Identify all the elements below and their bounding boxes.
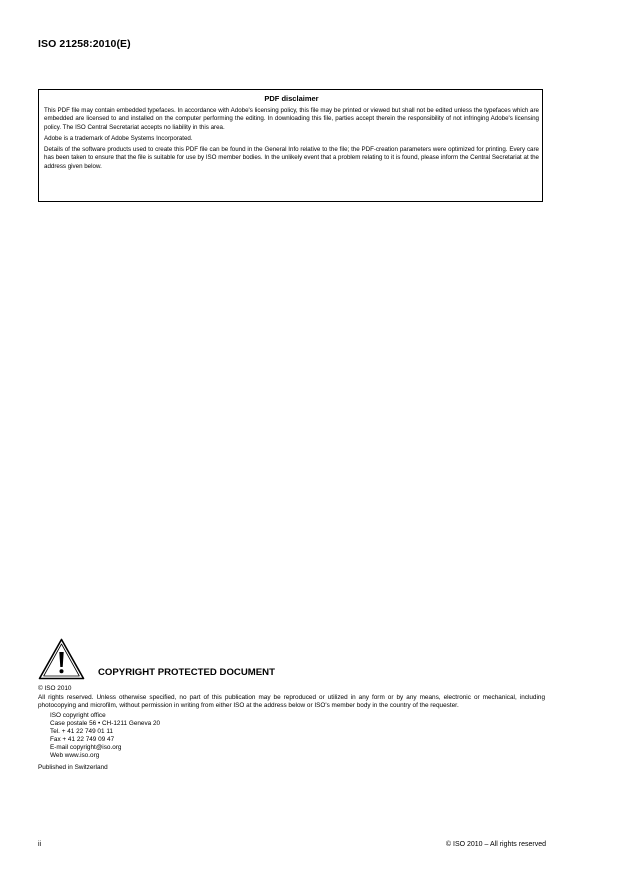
warning-icon <box>38 638 85 680</box>
disclaimer-title: PDF disclaimer <box>264 94 319 103</box>
page-header: ISO 21258:2010(E) <box>38 38 131 50</box>
address-web: Web www.iso.org <box>50 751 100 759</box>
disclaimer-paragraph-software: Details of the software products used to create this PDF file can be found in the General Info relative to the file; the PDF-creation parameters were optimized for printing. Every care has been taken to ensure that the file is suitable for use by ISO member bodies. In the unlikely event that a problem relating to it is found, please inform the Central Secretariat at the address given below. <box>44 146 539 170</box>
iso-address <box>50 712 548 760</box>
copyright-header <box>38 638 548 684</box>
disclaimer-paragraph-licensing: This PDF file may contain embedded typefaces. In accordance with Adobe's licensing policy, this file may be printed or viewed but shall not be edited unless the typefaces which are embedded are licensed to and installed on the computer performing the editing. In downloading this file, parties accept therein the responsibility of not infringing Adobe's licensing policy. The ISO Central Secretariat accepts no liability in this area. <box>44 107 539 131</box>
address-tel: Tel. + 41 22 749 01 11 <box>50 727 113 735</box>
copyright-year: © ISO 2010 <box>38 685 72 692</box>
address-office: ISO copyright office <box>50 711 106 719</box>
pdf-disclaimer-box <box>38 89 543 202</box>
address-fax: Fax + 41 22 749 09 47 <box>50 735 115 743</box>
footer-copyright: © ISO 2010 – All rights reserved <box>445 841 546 848</box>
address-postal: Case postale 56 • CH-1211 Geneva 20 <box>50 719 161 727</box>
published-location: Published in Switzerland <box>38 763 108 771</box>
copyright-title: COPYRIGHT PROTECTED DOCUMENT <box>98 667 275 678</box>
rights-statement: All rights reserved. Unless otherwise specified, no part of this publication may be reproduced or utilized in any form or by any means, electronic or mechanical, including photocopying and microfilm, without permission in writing from either ISO at the address below or ISO's member body in the country of the requester. <box>38 694 545 710</box>
copyright-block <box>38 638 548 771</box>
page-number: ii <box>38 841 42 848</box>
address-email: E-mail copyright@iso.org <box>50 743 122 751</box>
disclaimer-paragraph-trademark: Adobe is a trademark of Adobe Systems Incorporated. <box>44 134 193 142</box>
